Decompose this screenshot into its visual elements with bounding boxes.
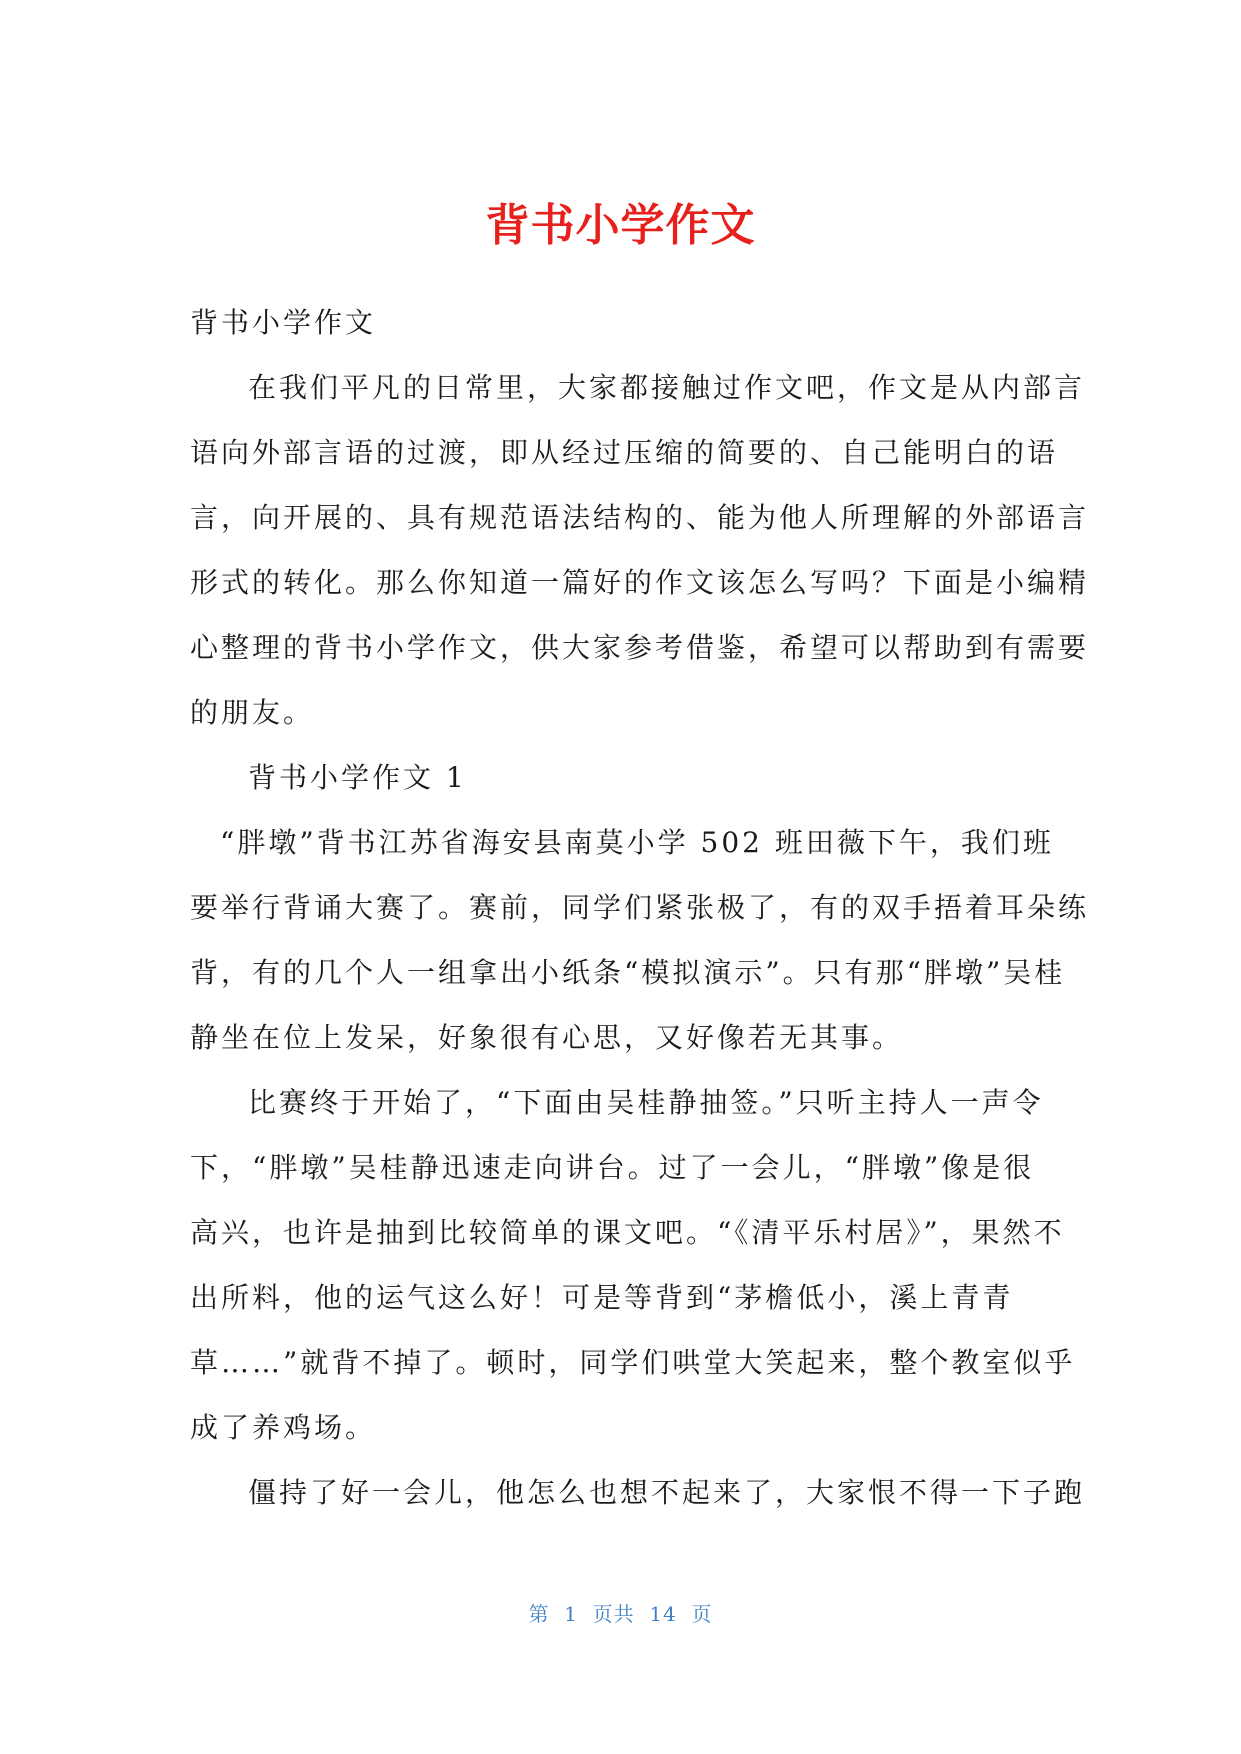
body-line: 背书小学作文 (190, 306, 377, 339)
body-line: “胖墩”背书江苏省海安县南莫小学 502 班田薇下午，我们班 (220, 826, 1054, 859)
document-title: 背书小学作文 (485, 200, 756, 251)
body-line: 僵持了好一会儿，他怎么也想不起来了，大家恨不得一下子跑 (248, 1476, 1086, 1509)
body-line: 成了养鸡场。 (190, 1411, 377, 1444)
body-line: 在我们平凡的日常里，大家都接触过作文吧，作文是从内部言 (248, 371, 1086, 404)
page-footer: 第 1 页共 14 页 (528, 1602, 713, 1626)
body-line: 高兴，也许是抽到比较简单的课文吧。“《清平乐村居》”，果然不 (190, 1216, 1065, 1249)
body-line: 形式的转化。那么你知道一篇好的作文该怎么写吗？下面是小编精 (190, 566, 1090, 599)
body-line: 静坐在位上发呆，好象很有心思，又好像若无其事。 (190, 1021, 904, 1054)
body-line: 出所料，他的运气这么好！可是等背到“茅檐低小，溪上青青 (190, 1281, 1014, 1314)
body-line: 背，有的几个人一组拿出小纸条“模拟演示”。只有那“胖墩”吴桂 (190, 956, 1066, 989)
body-line: 语向外部言语的过渡，即从经过压缩的简要的、自己能明白的语 (190, 436, 1059, 469)
body-line: 的朋友。 (190, 696, 315, 729)
body-line: 比赛终于开始了，“下面由吴桂静抽签。”只听主持人一声令 (248, 1086, 1044, 1119)
body-line: 要举行背诵大赛了。赛前，同学们紧张极了，有的双手捂着耳朵练 (190, 891, 1090, 924)
body-line: 心整理的背书小学作文，供大家参考借鉴，希望可以帮助到有需要 (190, 631, 1090, 664)
body-line: 草……”就背不掉了。顿时，同学们哄堂大笑起来，整个教室似乎 (190, 1346, 1076, 1379)
section-heading: 背书小学作文 1 (248, 761, 467, 794)
body-line: 下，“胖墩”吴桂静迅速走向讲台。过了一会儿，“胖墩”像是很 (190, 1151, 1035, 1184)
document-body (190, 290, 1090, 1525)
body-line: 言，向开展的、具有规范语法结构的、能为他人所理解的外部语言 (190, 501, 1090, 534)
